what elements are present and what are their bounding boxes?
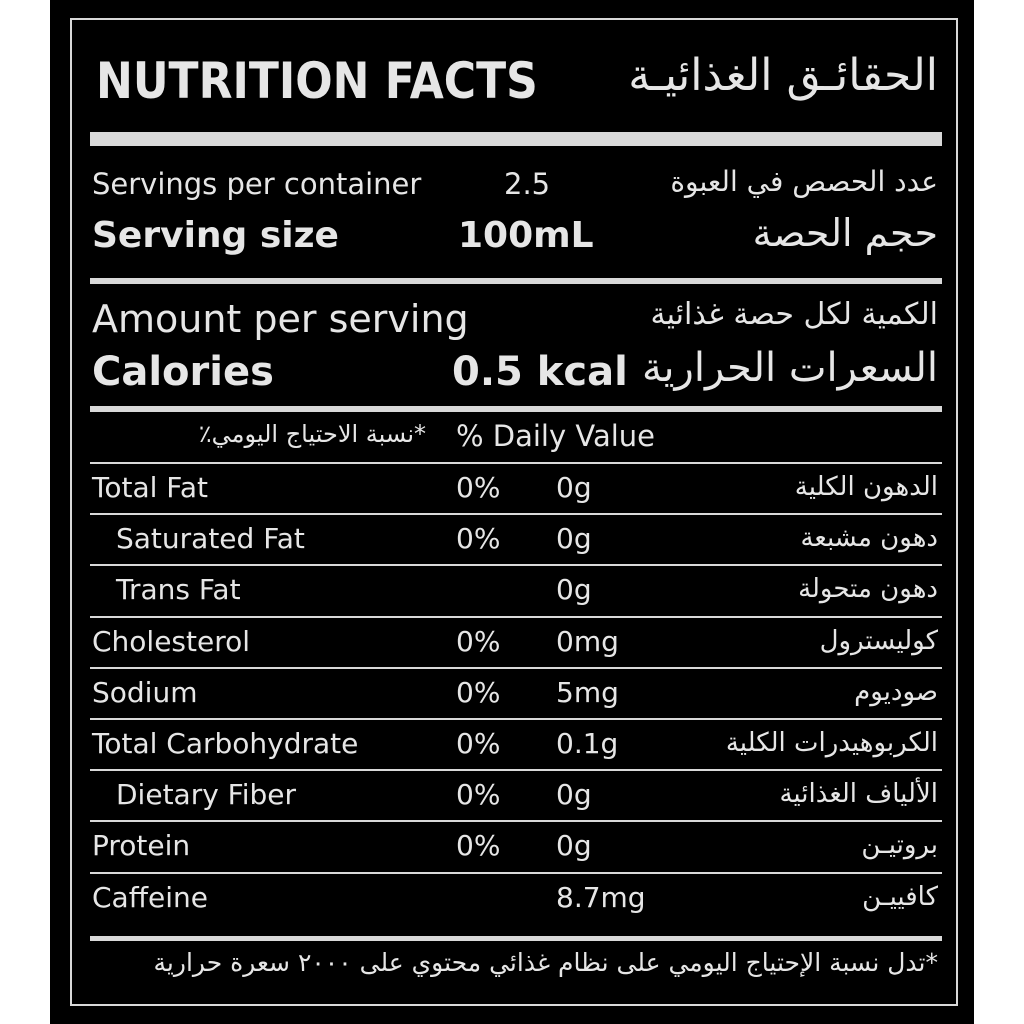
row-divider <box>90 820 942 822</box>
title-arabic: الحقائـق الغذائيـة <box>628 50 938 101</box>
nutrient-arabic-name: الدهون الكلية <box>794 472 938 502</box>
row-divider <box>90 718 942 720</box>
nutrient-name: Saturated Fat <box>116 522 305 556</box>
nutrient-daily-value: 0% <box>456 829 501 863</box>
calories-divider <box>90 406 942 412</box>
nutrient-name: Caffeine <box>92 880 208 914</box>
nutrient-daily-value: 0% <box>456 675 501 709</box>
nutrient-name: Cholesterol <box>92 624 251 658</box>
servings-per-container-value: 2.5 <box>504 167 551 201</box>
servings-per-container-arabic: عدد الحصص في العبوة <box>670 165 938 198</box>
serving-size-value: 100mL <box>458 215 594 256</box>
footnote: *تدل نسبة الإحتياج اليومي على نظام غذائي محتوي على ٢٠٠٠ سعرة حرارية <box>153 948 938 977</box>
nutrient-amount: 0mg <box>556 624 619 658</box>
nutrient-amount: 0g <box>556 522 592 556</box>
nutrient-daily-value: 0% <box>456 778 501 812</box>
title-english: NUTRITION FACTS <box>96 52 538 110</box>
nutrient-amount: 0g <box>556 778 592 812</box>
nutrient-arabic-name: كافييـن <box>862 881 938 912</box>
row-divider <box>90 872 942 874</box>
nutrient-daily-value: 0% <box>456 522 501 556</box>
row-divider <box>90 513 942 515</box>
nutrient-amount: 0.1g <box>556 727 619 760</box>
nutrient-amount: 5mg <box>556 675 619 709</box>
nutrient-name: Dietary Fiber <box>116 778 297 812</box>
nutrient-daily-value: 0% <box>456 471 501 504</box>
daily-value-header: % Daily Value <box>456 419 656 453</box>
nutrient-name: Protein <box>92 829 191 863</box>
nutrient-daily-value: 0% <box>456 727 501 760</box>
calories-label: Calories <box>92 349 274 395</box>
nutrient-arabic-name: بروتيـن <box>861 830 938 861</box>
row-divider <box>90 667 942 669</box>
nutrient-name: Total Fat <box>92 471 208 504</box>
row-divider <box>90 769 942 771</box>
nutrient-arabic-name: الألياف الغذائية <box>779 779 938 810</box>
serving-size-arabic: حجم الحصة <box>752 211 938 255</box>
amount-per-serving-label: Amount per serving <box>92 297 469 341</box>
servings-per-container-label: Servings per container <box>92 167 422 201</box>
row-divider <box>90 616 942 618</box>
row-divider <box>90 564 942 566</box>
nutrient-name: Total Carbohydrate <box>92 727 359 760</box>
nutrient-amount: 0g <box>556 829 592 863</box>
nutrient-amount: 8.7mg <box>556 880 646 914</box>
nutrient-arabic-name: صوديوم <box>854 676 938 707</box>
nutrient-arabic-name: كوليسترول <box>819 625 938 656</box>
nutrient-arabic-name: دهون متحولة <box>798 574 938 605</box>
row-divider <box>90 462 942 464</box>
nutrient-name: Sodium <box>92 675 198 709</box>
nutrient-arabic-name: دهون مشبعة <box>800 523 938 554</box>
nutrient-name: Trans Fat <box>116 573 241 607</box>
calories-arabic: السعرات الحرارية <box>641 345 938 391</box>
daily-value-arabic: *نسبة الاحتياج اليومي٪ <box>198 420 426 448</box>
nutrient-amount: 0g <box>556 471 592 504</box>
title-divider <box>90 132 942 146</box>
footnote-divider <box>90 936 942 941</box>
amount-per-serving-arabic: الكمية لكل حصة غذائية <box>650 297 938 332</box>
nutrient-amount: 0g <box>556 573 592 607</box>
nutrient-arabic-name: الكربوهيدرات الكلية <box>725 728 938 758</box>
servings-divider <box>90 278 942 284</box>
calories-value: 0.5 kcal <box>452 349 628 395</box>
nutrient-daily-value: 0% <box>456 624 501 658</box>
serving-size-label: Serving size <box>92 215 339 256</box>
